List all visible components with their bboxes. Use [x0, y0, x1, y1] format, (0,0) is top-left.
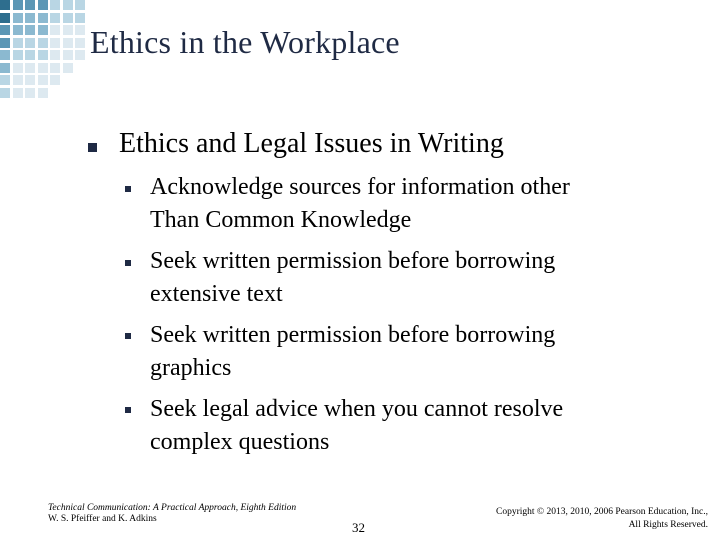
- sub-bullet-line: complex questions: [150, 429, 330, 455]
- square-bullet-icon: [125, 333, 131, 339]
- decor-tile: [0, 38, 10, 48]
- sub-bullet-line: Seek written permission before borrowing: [150, 322, 556, 348]
- decor-tile: [13, 88, 23, 98]
- decor-tile: [38, 25, 48, 35]
- decor-tile: [38, 63, 48, 73]
- decor-tile: [25, 75, 35, 85]
- decor-tile: [13, 75, 23, 85]
- decor-tile: [25, 63, 35, 73]
- decor-tile: [13, 38, 23, 48]
- decor-tile: [25, 88, 35, 98]
- decor-tile: [75, 13, 85, 23]
- decor-tile: [0, 50, 10, 60]
- footer-book-citation: [48, 503, 296, 525]
- sub-bullet-line: extensive text: [150, 281, 283, 307]
- decor-tile: [0, 75, 10, 85]
- decor-tile: [38, 38, 48, 48]
- decor-tile: [50, 0, 60, 10]
- decor-tile: [0, 25, 10, 35]
- decor-tile: [50, 25, 60, 35]
- decor-tile: [50, 50, 60, 60]
- sub-bullet-line: Acknowledge sources for information other: [150, 174, 570, 200]
- decor-tile: [63, 63, 73, 73]
- square-bullet-icon: [125, 186, 131, 192]
- decor-tile: [38, 0, 48, 10]
- book-title: Technical Communication: A Practical Approach, Eighth Edition: [48, 503, 297, 513]
- decor-tile: [50, 75, 60, 85]
- decor-tile: [25, 38, 35, 48]
- copyright-line: All Rights Reserved.: [628, 520, 708, 530]
- decor-tile: [38, 88, 48, 98]
- slide-title: Ethics in the Workplace: [90, 24, 400, 60]
- page-number: 32: [352, 520, 365, 535]
- sub-bullet-line: Seek written permission before borrowing: [150, 248, 556, 274]
- decor-tile: [63, 50, 73, 60]
- decor-tile: [75, 38, 85, 48]
- decor-tile: [25, 25, 35, 35]
- decor-tile: [50, 63, 60, 73]
- decor-tile: [38, 50, 48, 60]
- decor-tile: [13, 13, 23, 23]
- decor-tile: [75, 50, 85, 60]
- decor-tile: [25, 50, 35, 60]
- square-bullet-icon: [125, 260, 131, 266]
- main-bullet-text: Ethics and Legal Issues in Writing: [119, 128, 504, 159]
- sub-bullet-line: Seek legal advice when you cannot resolve: [150, 396, 564, 422]
- decor-tile: [38, 75, 48, 85]
- decor-tile: [13, 50, 23, 60]
- decor-tile: [63, 0, 73, 10]
- decor-tile: [50, 13, 60, 23]
- sub-bullet-line: graphics: [150, 355, 232, 381]
- copyright-line: Copyright © 2013, 2010, 2006 Pearson Education, Inc.,: [496, 507, 708, 517]
- decor-tile: [50, 38, 60, 48]
- decor-tile: [75, 0, 85, 10]
- decor-tile: [13, 25, 23, 35]
- square-bullet-icon: [125, 407, 131, 413]
- decor-tile: [13, 63, 23, 73]
- book-authors: W. S. Pfeiffer and K. Adkins: [48, 514, 157, 524]
- corner-tile-decoration: [0, 0, 96, 102]
- decor-tile: [13, 0, 23, 10]
- decor-tile: [25, 13, 35, 23]
- decor-tile: [38, 13, 48, 23]
- decor-tile: [63, 38, 73, 48]
- decor-tile: [0, 88, 10, 98]
- decor-tile: [0, 0, 10, 10]
- decor-tile: [25, 0, 35, 10]
- decor-tile: [63, 25, 73, 35]
- decor-tile: [0, 13, 10, 23]
- decor-tile: [0, 63, 10, 73]
- footer-copyright: [496, 506, 708, 532]
- square-bullet-icon: [88, 143, 97, 152]
- decor-tile: [75, 25, 85, 35]
- sub-bullet-line: Than Common Knowledge: [150, 207, 412, 233]
- decor-tile: [63, 13, 73, 23]
